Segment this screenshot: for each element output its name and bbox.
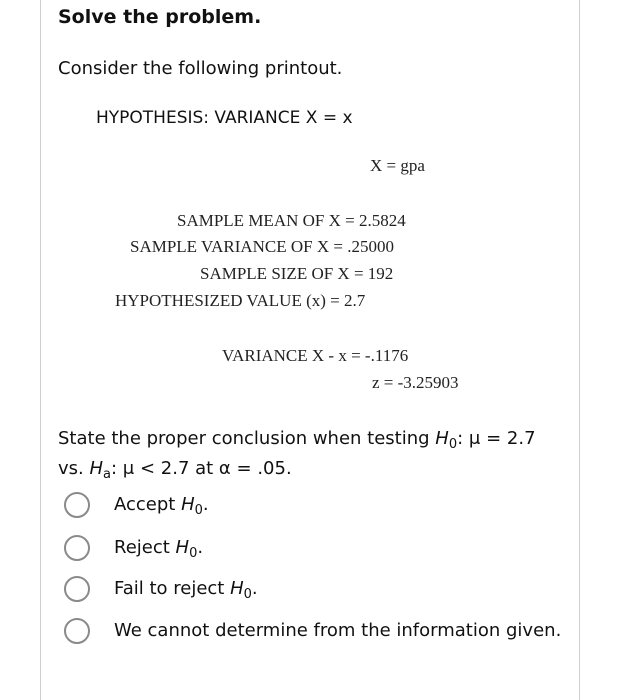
ha-subscript: a [103,467,111,482]
question-line-1 [58,428,536,452]
h0-subscript: 0 [448,437,458,452]
ha-statement: : μ < 2.7 at [111,458,219,479]
sample-variance-line: SAMPLE VARIANCE OF X = .25000 [130,237,394,256]
problem-title: Solve the problem. [58,6,262,28]
alpha-text: α = .05. [218,458,292,479]
option-label: Reject $H_0$. [114,537,204,561]
vs-text: vs. [58,458,90,479]
variable-line: X = gpa [370,156,425,175]
sample-mean-line: SAMPLE MEAN OF X = 2.5824 [177,211,406,230]
option-label: Fail to reject $H_0$. [114,578,258,602]
radio-button[interactable] [64,492,90,518]
question-text: State the proper conclusion when testing [58,428,436,449]
z-statistic-line: z = -3.25903 [372,373,459,392]
option-cannot-determine[interactable] [64,618,604,648]
option-label: We cannot determine from the information given. [114,620,562,641]
h0-symbol: H [435,428,449,449]
question-line-2 [58,458,292,482]
option-fail-to-reject[interactable] [64,576,604,606]
h0-statement: : μ = 2.7 [457,428,536,449]
radio-button[interactable] [64,618,90,644]
ha-symbol: H [89,458,104,479]
option-label: Accept $H_0$. [114,494,209,518]
intro-text: Consider the following printout. [58,58,343,79]
radio-button[interactable] [64,576,90,602]
hypothesized-value-line: HYPOTHESIZED VALUE (x) = 2.7 [115,291,366,310]
option-accept[interactable] [64,492,604,522]
radio-button[interactable] [64,535,90,561]
sample-size-line: SAMPLE SIZE OF X = 192 [200,264,394,283]
variance-diff-line: VARIANCE X - x = -.1176 [222,346,409,365]
hypothesis-line: HYPOTHESIS: VARIANCE X = x [96,108,353,128]
option-reject[interactable] [64,535,604,565]
